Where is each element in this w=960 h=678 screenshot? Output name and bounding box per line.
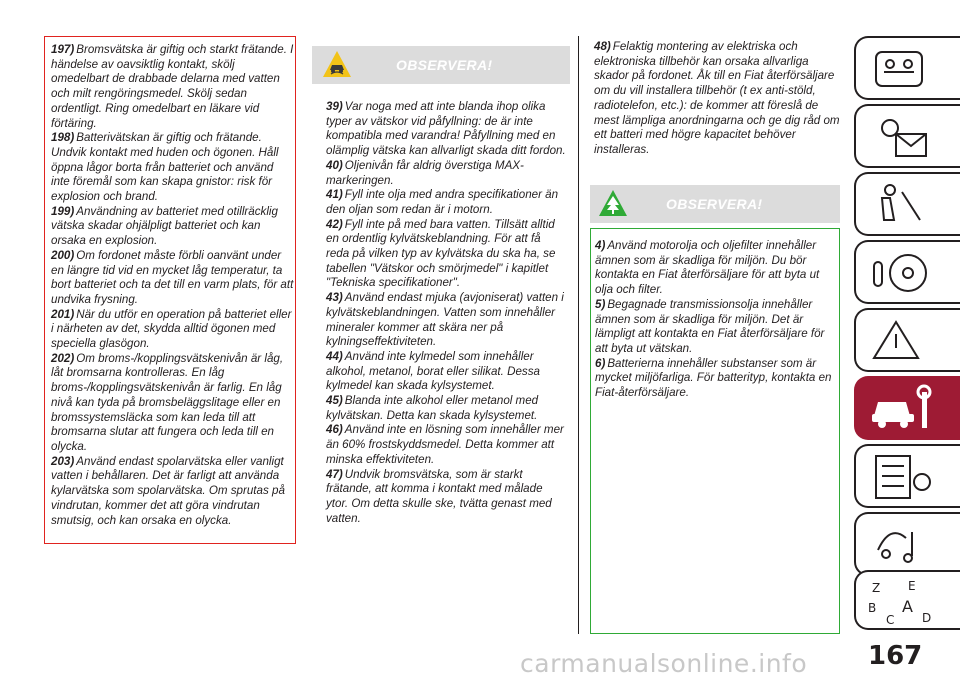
svg-text:Z: Z: [872, 581, 881, 595]
svg-text:E: E: [908, 579, 916, 593]
note-4: 4) Använd motorolja och oljefilter innehåller ämnen som är skadliga för miljön. Du bör kontakta en Fiat återförsäljare för att byta ut olja och filter.: [595, 239, 820, 297]
chapter-tab-multimedia[interactable]: [854, 512, 960, 576]
right-header-bar: [590, 185, 840, 223]
note-203: 203) Använd endast spolarvätska eller vanligt vatten i behållaren. Det är farligt att använda kylarvätska som spolarvätska. Om sprutas på vindrutan, kommer det att göra vindrutan smutsig, och kan orsaka en olycka.: [51, 454, 285, 527]
page-number: 167: [868, 641, 923, 671]
chapter-tab-safety[interactable]: [854, 172, 960, 236]
emergency-triangle-icon: [868, 316, 940, 366]
note-199: 199) Användning av batteriet med otillräcklig vätska skadar ohjälpligt batteriet och kan orsaka en explosion.: [51, 204, 278, 248]
column-divider: [578, 36, 579, 634]
middle-header-bar: [312, 46, 570, 84]
right-warning-list: [594, 40, 840, 158]
right-header-title: OBSERVERA!: [666, 196, 763, 212]
note-5: 5) Begagnade transmissionsolja innehåller ämnen som är skadliga för miljön. Det är lämpligt att kontakta en Fiat återförsäljare för att byta ut vätskan.: [595, 297, 825, 355]
note-39: 39) Var noga med att inte blanda ihop olika typer av vätskor vid påfyllning: de är inte kompatibla med varandra! Påfyllning med en olämplig vätska kan allvarligt skada ditt fordon.: [326, 100, 566, 158]
note-42: 42) Fyll inte på med bara vatten. Tillsätt alltid en ordentlig kylvätskeblandning. För att få reda på vilken typ av kylvätska du ska ha, se tabellen "Vätskor och smörjmedel" i kapitlet "Tekniska specifikationer".: [326, 217, 556, 290]
car-wrench-icon: [868, 384, 940, 434]
svg-text:C: C: [886, 613, 895, 627]
chapter-tab-warning-lights[interactable]: [854, 104, 960, 168]
note-198: 198) Batterivätskan är giftig och frätande. Undvik kontakt med huden och ögonen. Håll öppna lågor borta från batteriet och använd inte föremål som kan skapa gnistor: risk för explosion och brand.: [51, 131, 279, 204]
note-201: 201) När du utför en operation på batteriet eller i närheten av det, skydda alltid ögonen med speciella glasögon.: [51, 307, 292, 351]
alphabet-index-icon: [868, 578, 940, 628]
chapter-tab-technical-data[interactable]: [854, 444, 960, 508]
multimedia-icon: [868, 520, 940, 570]
warning-lights-icon: [868, 112, 940, 162]
left-warning-list: [51, 43, 295, 528]
car-warning-icon: [322, 50, 352, 83]
svg-text:D: D: [922, 611, 932, 625]
svg-text:A: A: [902, 597, 913, 616]
note-6: 6) Batterierna innehåller substanser som är mycket miljöfarliga. För batterityp, kontakta en Fiat-återförsäljare.: [595, 356, 832, 400]
note-197: 197) Bromsvätska är giftig och starkt frätande. I händelse av oavsiktlig kontakt, skölj omedelbart de drabbade delarna med vatten och milt rengöringsmedel. Skölj sedan ordentligt. Ring omedelbart en läkare vid förtäring.: [51, 43, 294, 130]
chapter-tab-maintenance[interactable]: [854, 376, 960, 440]
left-warning-box: [44, 36, 296, 544]
note-48: 48) Felaktig montering av elektriska och elektroniska tillbehör kan orsaka allvarliga skador på fordonet. Åk till en Fiat återförsäljare om du vill installera tillbehör (t ex anti-stöld, radiotelefon, etc.): de kommer att föreslå de mest lämpliga anordningarna och ge dig råd om ett batteri med högre kapacitet behöver installeras.: [594, 40, 840, 156]
note-45: 45) Blanda inte alkohol eller metanol med kylvätskan. Detta kan skada kylsystemet.: [326, 394, 539, 422]
note-46: 46) Använd inte en lösning som innehåller mer än 60% frostskyddsmedel. Detta kommer att minska effektiviteten.: [326, 423, 564, 466]
watermark: carmanualsonline.info: [520, 649, 808, 678]
note-40: 40) Oljenivån får aldrig överstiga MAX-markeringen.: [326, 158, 524, 187]
svg-text:B: B: [868, 601, 877, 615]
note-200: 200) Om fordonet måste förbli oanvänt under en längre tid vid en mycket låg temperatur, ta bort batteriet och ta det till en varm plats, för att undvika frysning.: [51, 248, 294, 306]
environment-note-box: [590, 228, 840, 634]
middle-header-title: OBSERVERA!: [396, 57, 493, 73]
environment-note-list: [595, 239, 839, 401]
chapter-tab-starting-driving[interactable]: [854, 240, 960, 304]
dashboard-icon: [868, 44, 940, 94]
seat-safety-icon: [868, 180, 940, 230]
tree-environment-icon: [598, 189, 628, 222]
key-steering-wheel-icon: [868, 248, 940, 298]
chapter-tab-dashboard[interactable]: [854, 36, 960, 100]
note-202: 202) Om broms-/kopplingsvätskenivån är låg, låt bromsarna kontrolleras. En låg broms-/kopplingsvätskenivån är farlig. En låg nivå kan tyda på bromsbeläggslitage eller en bromssystemsläcka som kan leda till att bromsarna slutar att fungera och leda till en olycka.: [51, 351, 284, 453]
technical-data-icon: [868, 452, 940, 502]
middle-warning-list: [326, 100, 566, 526]
chapter-tab-emergency[interactable]: [854, 308, 960, 372]
note-44: 44) Använd inte kylmedel som innehåller alkohol, metanol, borat eller silikat. Dessa kylmedel kan skada kylsystemet.: [326, 349, 540, 393]
note-43: 43) Använd endast mjuka (avjoniserat) vatten i kylvätskeblandningen. Vatten som innehåller mineraler kommer att skära ner på kylningseffektiviteten.: [326, 291, 564, 349]
chapter-tab-index[interactable]: [854, 570, 960, 630]
note-47: 47) Undvik bromsvätska, som är starkt frätande, att komma i kontakt med målade ytor. Om detta skulle ske, tvätta genast med vatten.: [326, 467, 552, 525]
note-41: 41) Fyll inte olja med andra specifikationer än den oljan som redan är i motorn.: [326, 188, 559, 216]
